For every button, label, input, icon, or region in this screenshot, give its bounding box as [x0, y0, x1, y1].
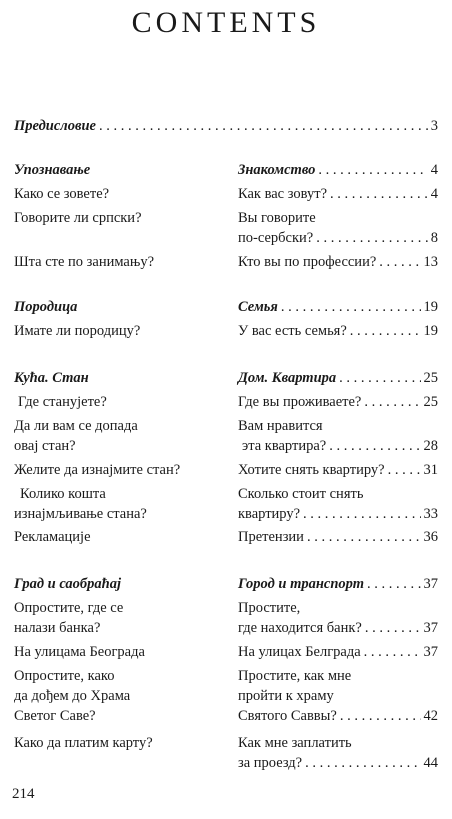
- toc-item-ru[interactable]: Кто вы по профессии? . . . 13: [238, 252, 438, 272]
- toc-item-sr[interactable]: Да ли вам се допада овај стан?: [14, 418, 138, 454]
- leader-dots: [305, 753, 420, 773]
- leader-dots: [367, 574, 421, 594]
- toc-item-sr[interactable]: Где станујете?: [18, 394, 107, 410]
- leader-dots: [307, 527, 421, 547]
- section-heading-ru[interactable]: Знакомство . . . 4: [238, 160, 438, 180]
- leader-dots: [364, 642, 421, 662]
- leader-dots: [316, 228, 428, 248]
- preface-label: Предисловие: [14, 118, 96, 134]
- toc-item-ru[interactable]: На улицах Белграда . . . 37: [238, 642, 438, 662]
- toc-item-sr[interactable]: Рекламације: [14, 529, 91, 545]
- toc-item-ru[interactable]: Претензии . . . 36: [238, 527, 438, 547]
- toc-item-ru[interactable]: У вас есть семья? . . . 19: [238, 321, 438, 341]
- leader-dots: [379, 252, 420, 272]
- toc-item-ru[interactable]: Как вас зовут? . . . 4: [238, 184, 438, 204]
- section-heading-sr[interactable]: Кућа. Стан: [14, 370, 89, 386]
- toc-item-sr[interactable]: Како се зовете?: [14, 186, 110, 202]
- toc-entry-preface[interactable]: [14, 116, 438, 136]
- leader-dots: [303, 504, 420, 524]
- leader-dots: [318, 160, 427, 180]
- leader-dots: [329, 436, 420, 456]
- toc-item-sr[interactable]: Шта сте по занимању?: [14, 254, 155, 270]
- toc-item-ru[interactable]: Где вы проживаете? . . . 25: [238, 392, 438, 412]
- toc-item-sr[interactable]: Колико кошта изнајмљивање стана?: [14, 486, 147, 522]
- toc-item-ru[interactable]: Хотите снять квартиру? . . . 31: [238, 460, 438, 480]
- toc-item-ru[interactable]: Вам нравится эта квартира? . . . 28: [238, 416, 438, 456]
- section-heading-ru[interactable]: Дом. Квартира . . . 25: [238, 368, 438, 388]
- page-ref: 3: [430, 118, 438, 134]
- leader-dots: [350, 321, 421, 341]
- toc-item-sr[interactable]: Имате ли породицу?: [14, 323, 141, 339]
- leader-dots: [330, 184, 428, 204]
- toc-item-ru[interactable]: Вы говорите по-сербски? . . . 8: [238, 208, 438, 248]
- toc-item-sr[interactable]: Опростите, где се налази банка?: [14, 600, 124, 636]
- toc-item-ru[interactable]: Простите, как мне пройти к храму Святого Саввы? . . . 42: [238, 666, 438, 726]
- toc-item-ru[interactable]: Простите, где находится банк? . . . 37: [238, 598, 438, 638]
- toc-item-sr[interactable]: На улицама Београда: [14, 644, 145, 660]
- leader-dots: [99, 116, 428, 136]
- page-number: 214: [12, 786, 35, 802]
- leader-dots: [339, 368, 420, 388]
- section-heading-sr[interactable]: Породица: [14, 299, 78, 315]
- leader-dots: [281, 297, 421, 317]
- toc-item-sr[interactable]: Желите да изнајмите стан?: [14, 462, 181, 478]
- toc-item-ru[interactable]: Как мне заплатить за проезд? . . . 44: [238, 733, 438, 773]
- toc-item-ru[interactable]: Сколько стоит снять квартиру? . . . 33: [238, 484, 438, 524]
- section-heading-ru[interactable]: Семья . . . 19: [238, 297, 438, 317]
- section-heading-sr[interactable]: Упознавање: [14, 162, 91, 178]
- toc-item-sr[interactable]: Како да платим карту?: [14, 735, 153, 751]
- section-heading-ru[interactable]: Город и транспорт . . . 37: [238, 574, 438, 594]
- section-heading-sr[interactable]: Град и саобраћај: [14, 576, 122, 592]
- leader-dots: [364, 392, 420, 412]
- toc-item-sr[interactable]: Говорите ли српски?: [14, 210, 142, 226]
- leader-dots: [340, 706, 421, 726]
- leader-dots: [365, 618, 421, 638]
- page-title: CONTENTS: [131, 6, 321, 39]
- leader-dots: [388, 460, 421, 480]
- toc-item-sr[interactable]: Опростите, како да дођем до Храма Светог Саве?: [14, 668, 131, 724]
